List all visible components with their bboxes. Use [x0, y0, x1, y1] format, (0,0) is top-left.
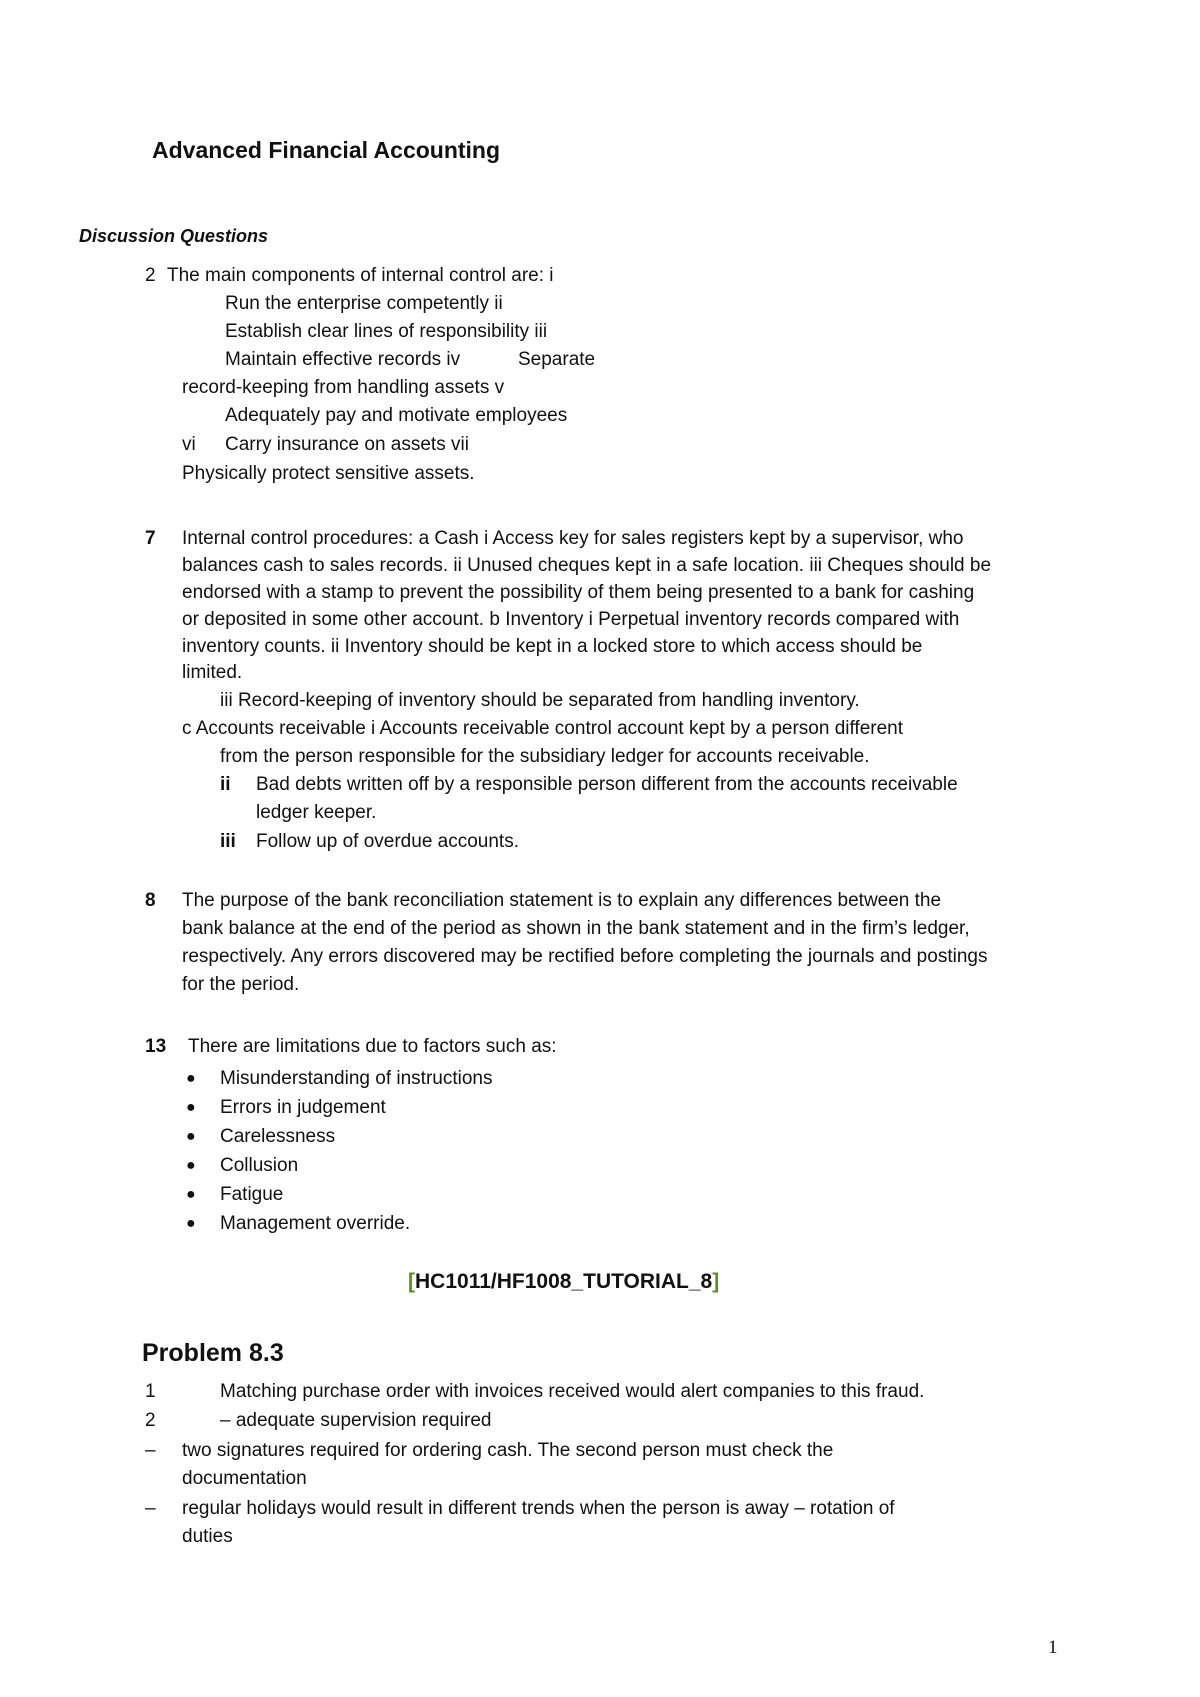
question-line: respectively. Any errors discovered may be rectified before completing the journals and postings: [182, 946, 988, 967]
question-line: for the period.: [182, 974, 300, 995]
question-line: Physically protect sensitive assets.: [182, 463, 475, 484]
tutorial-code: HC1011/HF1008_TUTORIAL_8: [415, 1270, 713, 1293]
question-line: Carry insurance on assets vii: [225, 434, 469, 455]
question-line: The purpose of the bank reconciliation statement is to explain any differences between the: [182, 890, 942, 911]
question-line: bank balance at the end of the period as shown in the bank statement and in the firm’s ledger,: [182, 918, 970, 939]
question-number: 7: [145, 528, 156, 549]
dash-item: duties: [182, 1526, 233, 1547]
sub-item-label: ii: [220, 774, 231, 795]
question-line: or deposited in some other account. b Inventory i Perpetual inventory records compared with: [182, 609, 960, 630]
list-item: Errors in judgement: [220, 1097, 386, 1118]
sub-item-text: Bad debts written off by a responsible person different from the accounts receivable: [256, 774, 958, 795]
dash-marker: –: [145, 1440, 156, 1461]
bullet-icon: ●: [186, 1186, 196, 1203]
sub-item-text: Follow up of overdue accounts.: [256, 831, 519, 852]
question-line: Run the enterprise competently ii: [225, 293, 503, 314]
dash-item: regular holidays would result in different trends when the person is away – rotation of: [182, 1498, 895, 1519]
question-line: inventory counts. ii Inventory should be kept in a locked store to which access should be: [182, 636, 923, 657]
tutorial-label: [408, 1270, 719, 1294]
bracket-close: ]: [712, 1270, 720, 1293]
question-number: 13: [145, 1036, 167, 1057]
problem-item: Matching purchase order with invoices received would alert companies to this fraud.: [220, 1381, 925, 1402]
page-title: Advanced Financial Accounting: [152, 137, 501, 163]
problem-heading: Problem 8.3: [142, 1339, 284, 1367]
question-line: There are limitations due to factors such as:: [188, 1036, 557, 1057]
question-line: balances cash to sales records. ii Unused cheques kept in a safe location. iii Cheques should be: [182, 555, 992, 576]
question-line: from the person responsible for the subsidiary ledger for accounts receivable.: [220, 746, 870, 767]
question-line: c Accounts receivable i Accounts receivable control account kept by a person different: [182, 718, 904, 739]
sub-item-text: ledger keeper.: [256, 802, 377, 823]
list-item: Carelessness: [220, 1126, 336, 1147]
list-item: Collusion: [220, 1155, 299, 1176]
question-line: Establish clear lines of responsibility iii: [225, 321, 548, 342]
question-line: limited.: [182, 662, 243, 683]
bullet-icon: ●: [186, 1215, 196, 1232]
page-number: 1: [1048, 1637, 1058, 1658]
bullet-icon: ●: [186, 1128, 196, 1145]
question-line: Internal control procedures: a Cash i Access key for sales registers kept by a supervisor, who: [182, 528, 964, 549]
problem-item: – adequate supervision required: [220, 1410, 492, 1431]
section-subtitle: Discussion Questions: [79, 226, 269, 246]
question-line: endorsed with a stamp to prevent the possibility of them being presented to a bank for cashing: [182, 582, 975, 603]
bullet-icon: ●: [186, 1070, 196, 1087]
question-number: 2: [145, 265, 156, 286]
question-number: 8: [145, 890, 156, 911]
question-line: Adequately pay and motivate employees: [225, 405, 568, 426]
bracket-open: [: [408, 1270, 415, 1293]
dash-item: documentation: [182, 1468, 307, 1489]
dash-item: two signatures required for ordering cash. The second person must check the: [182, 1440, 834, 1461]
bullet-icon: ●: [186, 1157, 196, 1174]
dash-marker: –: [145, 1498, 156, 1519]
list-item: Management override.: [220, 1213, 411, 1234]
question-line: record-keeping from handling assets v: [182, 377, 505, 398]
question-line: Maintain effective records iv: [225, 349, 461, 370]
problem-marker: 1: [145, 1381, 156, 1402]
question-line: Separate: [518, 349, 596, 370]
list-item: Fatigue: [220, 1184, 284, 1205]
question-line: The main components of internal control are: i: [167, 265, 554, 286]
list-item: Misunderstanding of instructions: [220, 1068, 493, 1089]
bullet-icon: ●: [186, 1099, 196, 1116]
sub-item-label: iii: [220, 831, 236, 852]
question-line: vi: [182, 434, 196, 455]
problem-marker: 2: [145, 1410, 156, 1431]
question-line: iii Record-keeping of inventory should be separated from handling inventory.: [220, 690, 860, 711]
